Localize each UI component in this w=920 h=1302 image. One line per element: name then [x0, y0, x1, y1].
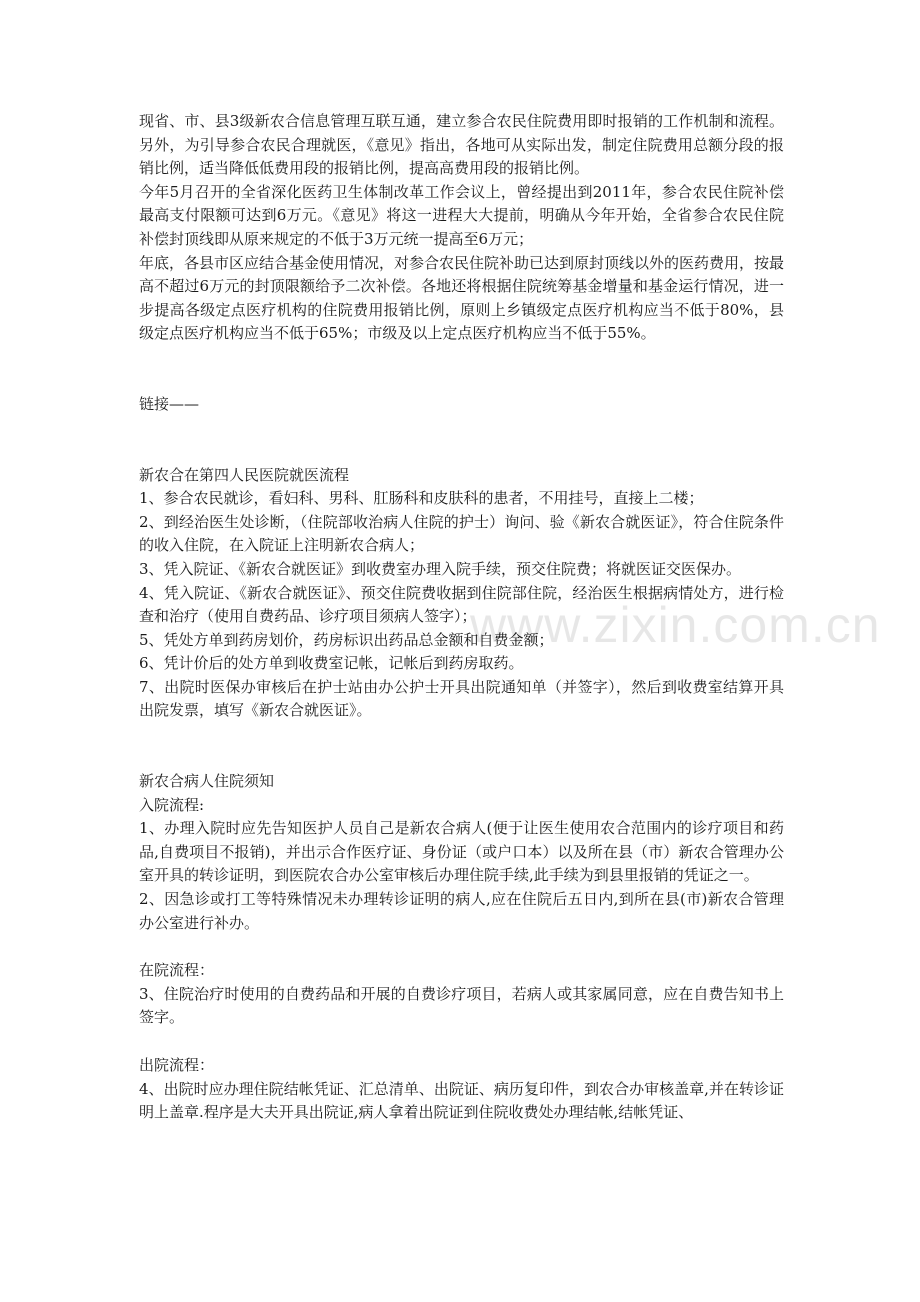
list-item: 7、出院时医保办审核后在护士站由办公护士开具出院通知单（并签字），然后到收费室结算开具出院发票，填写《新农合就医证》。 [139, 677, 784, 720]
intro-paragraph-2: 今年5月召开的全省深化医药卫生体制改革工作会议上，曾经提出到2011年，参合农民住院补偿最高支付限额可达到6万元。《意见》将这一进程大大提前，明确从今年开始，全省参合农民住院补偿封顶线即从原来规定的不低于3万元统一提高至6万元； [139, 182, 784, 248]
list-item: 4、凭入院证、《新农合就医证》、预交住院费收据到住院部住院，经治医生根据病情处方，进行检查和治疗（使用自费药品、诊疗项目须病人签字）； [139, 583, 784, 626]
list-item: 2、因急诊或打工等特殊情况未办理转诊证明的病人,应在住院后五日内,到所在县(市)新农合管理办公室进行补办。 [139, 890, 784, 932]
inpatient-heading: 在院流程： [139, 961, 215, 980]
list-item: 3、住院治疗时使用的自费药品和开展的自费诊疗项目，若病人或其家属同意，应在自费告知书上签字。 [139, 984, 784, 1027]
section1-title: 新农合在第四人民医院就医流程 [139, 465, 350, 484]
section2-title: 新农合病人住院须知 [139, 772, 275, 791]
discharge-heading: 出院流程： [139, 1056, 215, 1074]
list-item: 4、出院时应办理住院结帐凭证、汇总清单、出院证、病历复印件，到农合办审核盖章,并在转诊证明上盖章.程序是大夫开具出院证,病人拿着出院证到住院收费处办理结帐,结帐凭证、 [139, 1079, 784, 1122]
list-item: 3、凭入院证、《新农合就医证》到收费室办理入院手续，预交住院费；将就医证交医保办。 [139, 559, 742, 578]
list-item: 6、凭计价后的处方单到收费室记帐，记帐后到药房取药。 [139, 654, 524, 673]
watermark: www.zixin.com.cn [470, 597, 881, 653]
list-item: 5、凭处方单到药房划价，药房标识出药品总金额和自费金额； [139, 630, 554, 649]
list-item: 1、办理入院时应先告知医护人员自己是新农合病人(便于让医生使用农合范围内的诊疗项目和药品,自费项目不报销)，并出示合作医疗证、身份证（或户口本）以及所在县（市）新农合管理办公室开具的转诊证明，到医院农合办公室审核后办理住院手续,此手续为到县里报销的凭证之一。 [139, 819, 784, 885]
link-label: 链接—— [139, 394, 200, 413]
intro-paragraph-3: 年底，各县市区应结合基金使用情况，对参合农民住院补助已达到原封顶线以外的医药费用，按最高不超过6万元的封顶限额给予二次补偿。各地还将根据住院统筹基金增量和基金运行情况，进一步提高各级定点医疗机构的住院费用报销比例，原则上乡镇级定点医疗机构应当不低于80%，县级定点医疗机构应当不低于65%；市级及以上定点医疗机构应当不低于55%。 [139, 253, 785, 343]
list-item: 2、到经治医生处诊断，（住院部收治病人住院的护士）询问、验《新农合就医证》，符合住院条件的收入住院，在入院证上注明新农合病人； [139, 512, 784, 555]
list-item: 1、参合农民就诊，看妇科、男科、肛肠科和皮肤科的患者，不用挂号，直接上二楼； [139, 489, 704, 508]
intro-paragraph-1: 现省、市、县3级新农合信息管理互联互通，建立参合农民住院费用即时报销的工作机制和流程。另外，为引导参合农民合理就医，《意见》指出，各地可从实际出发，制定住院费用总额分段的报销比例，适当降低低费用段的报销比例，提高高费用段的报销比例。 [139, 112, 784, 178]
admission-heading: 入院流程: [139, 795, 205, 814]
